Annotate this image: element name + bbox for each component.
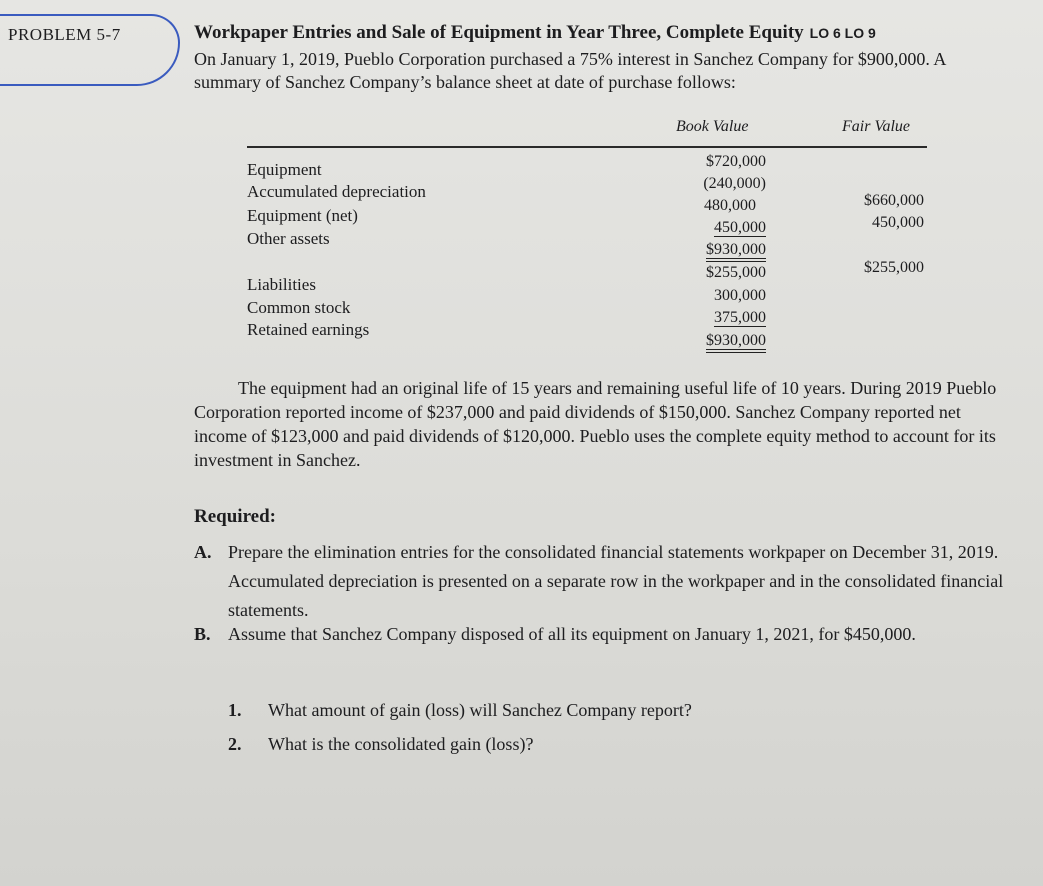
requirement-b1-text: What amount of gain (loss) will Sanchez Company report?	[268, 700, 692, 720]
problem-title-text: Workpaper Entries and Sale of Equipment in Year Three, Complete Equity	[194, 22, 804, 43]
requirement-b2-text: What is the consolidated gain (loss)?	[268, 734, 534, 754]
equipment-paragraph: The equipment had an original life of 15 years and remaining useful life of 10 years. During 2019 Pueblo Corporation reported income of $237,000 and paid dividends of $150,000. Sanchez Company reported net income of $123,000 and paid dividends of $120,000. Pueblo uses the complete equity method to account for its investment in Sanchez.	[194, 378, 997, 470]
book-equipment-net: 480,000	[704, 197, 756, 214]
book-liabilities: $255,000	[706, 264, 766, 281]
requirement-b2	[228, 734, 533, 755]
account-accumulated-depreciation: Accumulated depreciation	[247, 182, 426, 201]
problem-title	[194, 22, 876, 44]
book-retained-earnings: 375,000	[714, 309, 766, 326]
table-header-rule	[247, 146, 927, 148]
book-equipment: $720,000	[706, 153, 766, 170]
account-equipment-net: Equipment (net)	[247, 206, 358, 225]
requirement-b2-number: 2.	[228, 734, 242, 754]
account-retained-earnings: Retained earnings	[247, 320, 370, 339]
book-other-assets: 450,000	[714, 219, 766, 236]
book-value-header: Book Value	[676, 118, 749, 135]
intro-paragraph: On January 1, 2019, Pueblo Corporation purchased a 75% interest in Sanchez Company for $900,000. A summary of Sanchez Company’s balance sheet at date of purchase follows:	[194, 49, 946, 92]
learning-objective-tags: LO 6 LO 9	[809, 25, 876, 41]
book-total-liabilities-equity: $930,000	[706, 332, 766, 353]
account-other-assets: Other assets	[247, 229, 330, 248]
problem-label: PROBLEM 5-7	[8, 25, 121, 44]
book-total-assets: $930,000	[706, 241, 766, 262]
account-equipment: Equipment	[247, 160, 322, 179]
requirement-b1	[228, 700, 692, 721]
fair-value-header: Fair Value	[842, 118, 910, 135]
fair-equipment-net: $660,000	[864, 192, 924, 209]
requirement-a-text: Prepare the elimination entries for the consolidated financial statements workpaper on December 31, 2019. Accumulated depreciation is presented on a separate row in the workpaper and in the consolidated financial statements.	[228, 542, 1004, 620]
requirement-b	[194, 620, 1014, 649]
requirement-b1-number: 1.	[228, 700, 242, 720]
required-heading: Required:	[194, 506, 276, 527]
requirement-a	[194, 538, 1014, 620]
account-common-stock: Common stock	[247, 298, 351, 317]
requirement-b-text: Assume that Sanchez Company disposed of all its equipment on January 1, 2021, for $450,000.	[228, 624, 916, 644]
account-liabilities: Liabilities	[247, 275, 316, 294]
requirement-a-letter: A.	[194, 542, 212, 562]
requirement-b-letter: B.	[194, 624, 211, 644]
fair-liabilities: $255,000	[864, 259, 924, 276]
book-common-stock: 300,000	[714, 287, 766, 304]
book-accumulated-depreciation: (240,000)	[703, 175, 766, 192]
fair-other-assets: 450,000	[872, 214, 924, 231]
